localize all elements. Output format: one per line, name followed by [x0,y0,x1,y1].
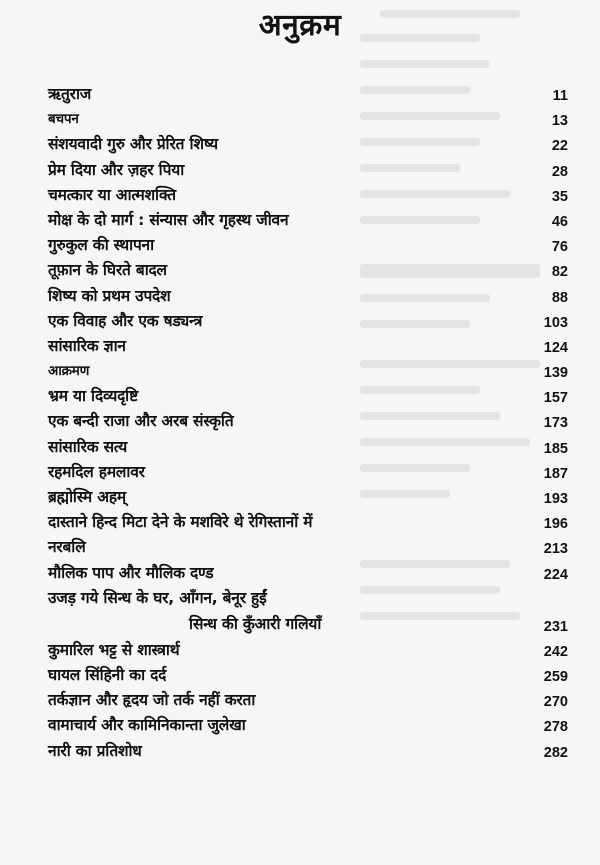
toc-entry-page: 187 [543,465,568,482]
toc-entry-page: 35 [551,188,568,205]
toc-entry-page: 124 [543,339,568,356]
toc-entry-title: रहमदिल हमलावर [48,462,145,481]
toc-entry-page: 103 [543,314,568,331]
toc-entry-title: शिष्य को प्रथम उपदेश [48,286,171,305]
page-title [0,6,600,46]
toc-entry-page: 22 [551,138,568,155]
toc-entry-title: कुमारिल भट्ट से शास्त्रार्थ [48,640,180,659]
toc-entry-title-continuation: सिन्ध की कुँआरी गलियाँ [189,614,322,633]
toc-entry[interactable] [48,510,568,535]
toc-entry[interactable] [48,258,568,283]
toc-entry-title: गुरुकुल की स्थापना [48,236,154,255]
toc-entry[interactable] [48,309,568,334]
toc-entry-page: 231 [543,618,568,635]
toc-entry[interactable] [48,132,568,157]
toc-entry-title: सांसारिक सत्य [48,437,128,456]
toc-entry[interactable] [48,183,568,208]
toc-entry-page: 193 [543,491,568,507]
toc-entry-page: 157 [543,390,568,407]
toc-entry-page: 46 [551,213,568,230]
toc-entry-page: 76 [551,239,568,256]
toc-entry-page: 88 [551,289,568,306]
toc-entry[interactable] [48,460,568,485]
toc-entry-page: 139 [543,365,568,382]
toc-entry-page: 11 [552,88,568,104]
toc-entry[interactable] [48,739,568,764]
toc-entry-title: भ्रम या दिव्यदृष्टि [48,387,138,406]
toc-entry-title: दास्ताने हिन्द मिटा देने के मशविरे थे रेगिस्तानों में [48,513,313,532]
toc-entry[interactable] [48,334,568,359]
toc-entry[interactable] [48,82,568,107]
toc-entry-title: चमत्कार या आत्मशक्ति [48,185,176,204]
toc-entry[interactable] [48,158,568,183]
toc-entry-page: 213 [543,541,568,558]
toc-entry[interactable] [48,359,568,384]
toc-entry-title: सांसारिक ज्ञान [48,336,126,355]
toc-entry[interactable] [48,384,568,409]
toc-entry-title: प्रेम दिया और ज़हर पिया [48,160,185,179]
toc-entry-title: नरबलि [48,538,86,557]
toc-entry-title: संशयवादी गुरु और प्रेरित शिष्य [48,135,218,154]
toc-entry-page: 224 [543,566,568,583]
table-of-contents [48,82,568,764]
toc-entry-page: 185 [543,440,568,457]
toc-entry[interactable] [48,435,568,460]
toc-entry-title: एक बन्दी राजा और अरब संस्कृति [48,412,234,431]
toc-entry[interactable] [48,663,568,688]
page-title-text: अनुक्रम [258,8,342,43]
toc-entry-page: 82 [551,264,568,281]
toc-entry-title: तूफ़ान के घिरते बादल [48,261,167,280]
toc-entry[interactable] [48,638,568,663]
toc-entry[interactable] [48,409,568,434]
toc-entry-title: मौलिक पाप और मौलिक दण्ड [48,563,214,582]
toc-entry-page: 270 [543,694,568,711]
toc-entry-title: आक्रमण [48,363,90,380]
toc-entry-page: 13 [551,113,568,130]
toc-entry[interactable] [48,208,568,233]
toc-entry[interactable] [48,233,568,258]
toc-entry-page: 173 [543,415,568,432]
toc-entry-title: घायल सिंहिनी का दर्द [48,665,167,684]
toc-entry[interactable] [48,107,568,132]
toc-entry-page: 278 [543,719,568,736]
toc-entry-title: उजड़ गये सिन्ध के घर, आँगन, बेनूर हुईं [48,588,267,607]
toc-entry-title: ऋतुराज [48,85,92,103]
toc-entry[interactable] [48,713,568,738]
toc-entry-title: मोक्ष के दो मार्ग : संन्यास और गृहस्थ जीवन [48,210,289,229]
toc-entry-title: एक विवाह और एक षड्यन्त्र [48,311,203,330]
toc-entry-page: 242 [543,643,568,660]
toc-entry-title: वामाचार्य और कामिनिकान्ता जुलेखा [48,716,246,735]
toc-entry-page: 259 [543,668,568,685]
toc-entry[interactable] [48,535,568,560]
toc-entry-page: 196 [543,516,568,533]
toc-entry-title: ब्रह्मोस्मि अहम् [48,488,126,506]
toc-entry[interactable] [48,284,568,309]
toc-entry-title: तर्कज्ञान और हृदय जो तर्क नहीं करता [48,691,256,710]
toc-entry[interactable] [48,561,568,586]
toc-entry[interactable] [48,688,568,713]
toc-entry-page: 28 [551,163,568,180]
toc-entry-page: 282 [543,744,568,761]
toc-entry[interactable] [48,586,568,638]
toc-entry-title: नारी का प्रतिशोध [48,741,142,760]
toc-entry-title: बचपन [48,111,79,128]
toc-entry[interactable] [48,485,568,510]
